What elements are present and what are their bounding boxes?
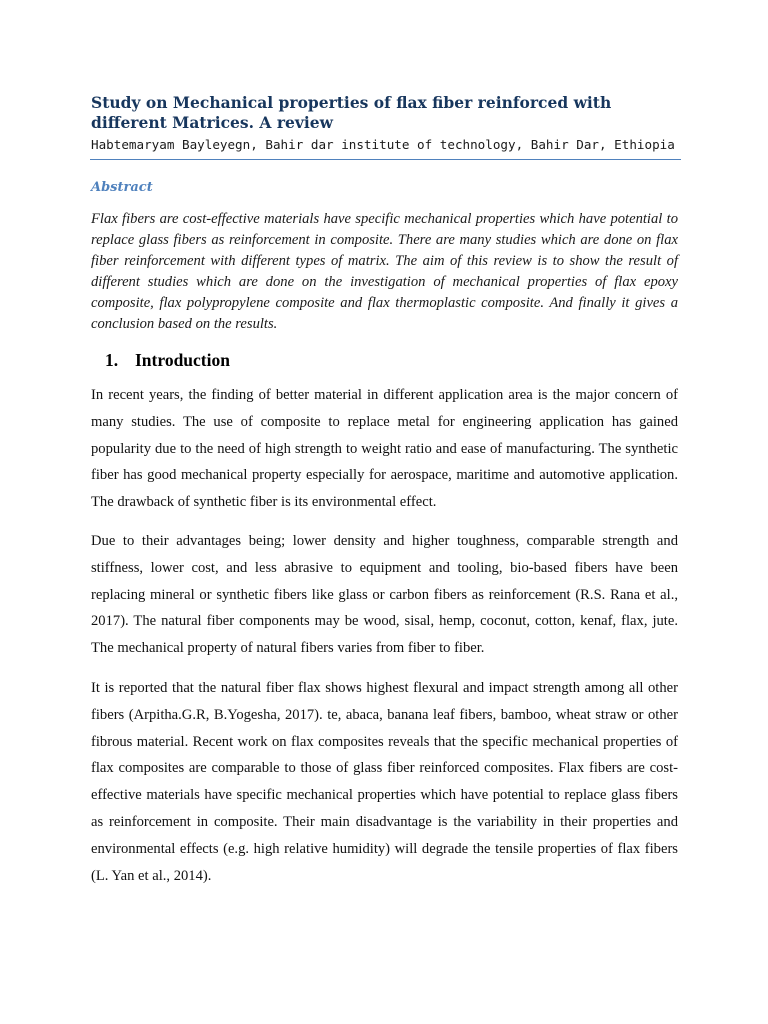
body-paragraph-3: It is reported that the natural fiber flax shows highest flexural and impact strength among all other fibers (Arpitha.G.R, B.Yogesha, 2017). te, abaca, banana leaf fibers, bamboo, wheat straw or other fibrous material. Recent work on flax composites reveals that the specific mechanical properties of flax composites are comparable to those of glass fiber reinforced composites. Flax fibers are cost-effective materials have specific mechanical properties which have potential to replace glass fibers as reinforcement in composite. Their main disadvantage is the variability in their properties and environmental effects (e.g. high relative humidity) will degrade the tensile properties of flax fibers (L. Yan et al., 2014). xyxy=(91,680,678,884)
paper-title: Study on Mechanical properties of flax fiber reinforced with different Matrices. A review xyxy=(91,93,612,132)
body-paragraph-2: Due to their advantages being; lower density and higher toughness, comparable strength and stiffness, lower cost, and less abrasive to equipment and tooling, bio-based fibers have been replacing mineral or synthetic fibers like glass or carbon fibers as reinforcement (R.S. Rana et al., 2017). The natural fiber components may be wood, sisal, hemp, coconut, cotton, kenaf, flax, jute. The mechanical property of natural fibers varies from fiber to fiber. xyxy=(91,533,678,657)
section-number: 1. xyxy=(105,350,119,370)
section-heading-introduction xyxy=(105,349,230,371)
title-divider xyxy=(90,159,681,160)
abstract-text: Flax fibers are cost-effective materials have specific mechanical properties which have potential to replace glass fibers as reinforcement in composite. There are many studies which are done on flax fiber reinforcement with different types of matrix. The aim of this review is to show the result of different studies which are done on the investigation of mechanical properties of flax epoxy composite, flax polypropylene composite and flax thermoplastic composite. And finally it gives a conclusion based on the results. xyxy=(91,211,678,332)
abstract-heading: Abstract xyxy=(91,180,153,195)
body-paragraph-1: In recent years, the finding of better material in different application area is the major concern of many studies. The use of composite to replace metal for engineering application has gained popularity due to the need of high strength to weight ratio and ease of manufacturing. The synthetic fiber has good mechanical property especially for aerospace, maritime and automotive application. The drawback of synthetic fiber is its environmental effect. xyxy=(91,387,678,511)
section-title: Introduction xyxy=(135,350,230,370)
author-affiliation: Habtemaryam Bayleyegn, Bahir dar institute of technology, Bahir Dar, Ethiopia xyxy=(91,137,675,152)
